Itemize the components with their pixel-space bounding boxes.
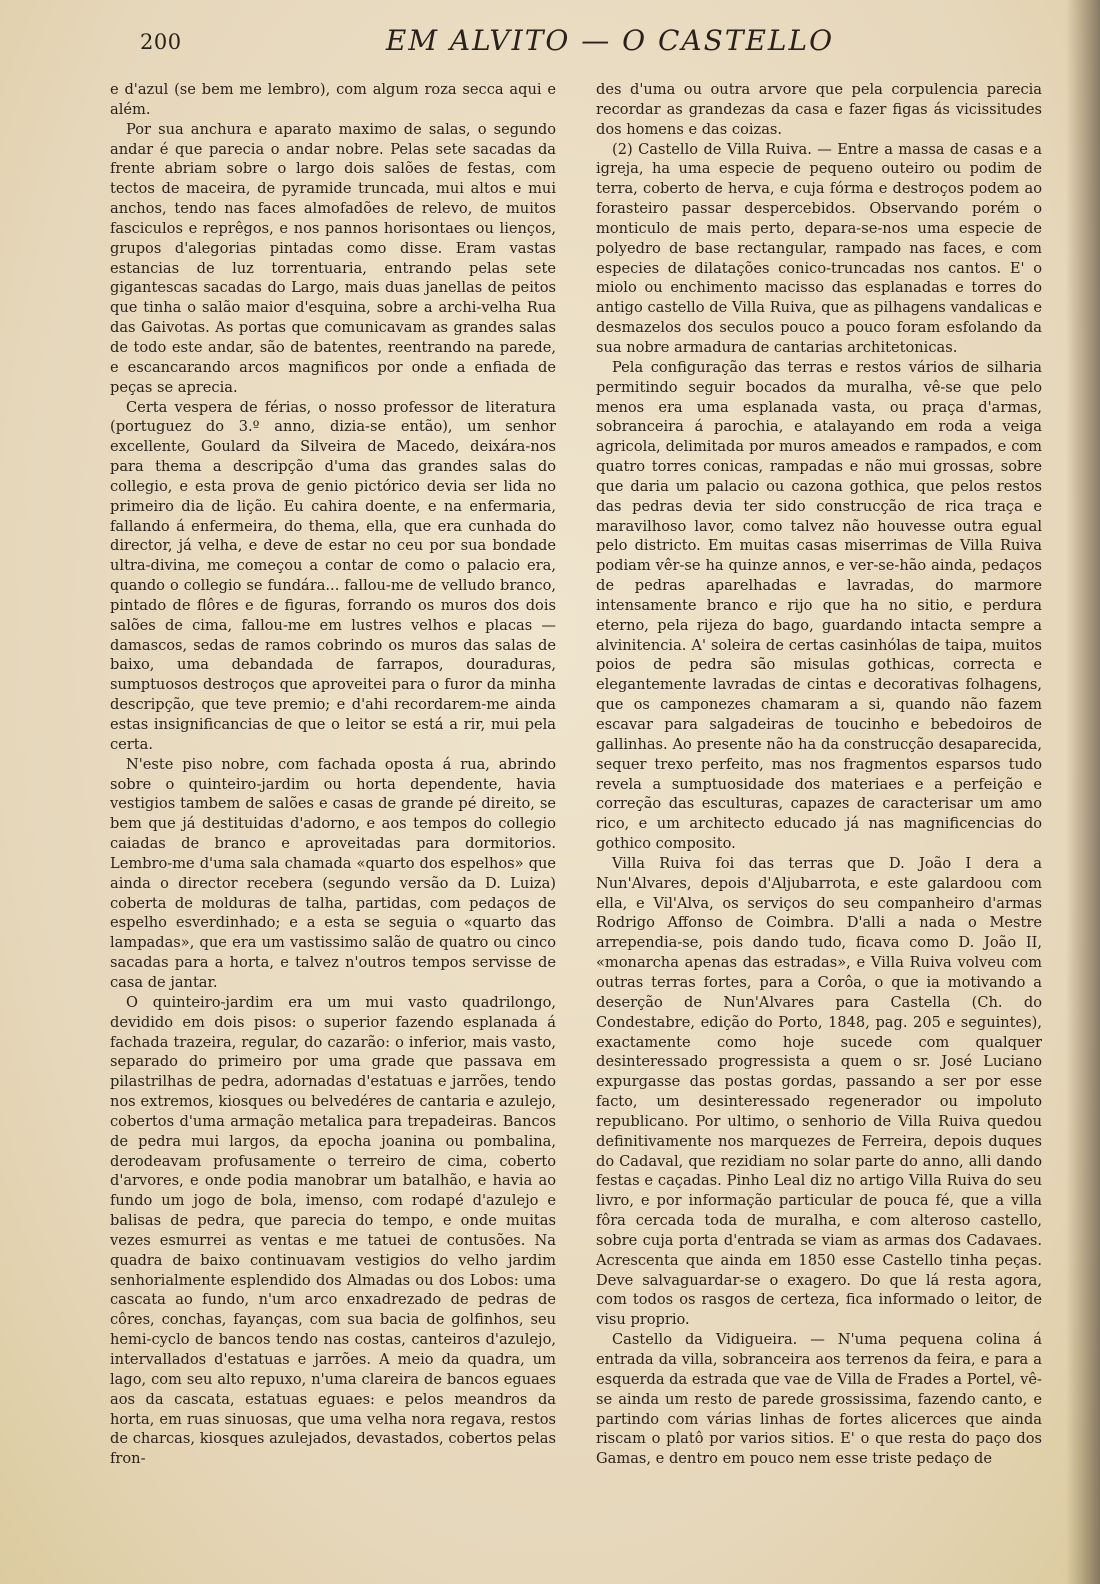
left-column: [110, 80, 556, 1469]
paragraph: e d'azul (se bem me lembro), com algum roza secca aqui e além.: [110, 81, 556, 118]
page-edge-shadow: [1066, 0, 1100, 1584]
paragraph: Por sua anchura e aparato maximo de salas, o segundo andar é que parecia o andar nobre. Pelas sete sacadas da frente abriam sobre o largo dois salões de festas, com tectos de maceira, de pyramide truncada, mui altos e mui anchos, tendo nas faces almofadões de relevo, de muitos fasciculos e reprêgos, e nos pannos horisontaes ou lienços, grupos d'alegorias pintadas como disse. Eram vastas estancias de luz torrentuaria, entrando pelas sete gigantescas sacadas do Largo, mais duas janellas de peitos que tinha o salão maior d'esquina, sobre a archi-velha Rua das Gaivotas. As portas que comunicavam as grandes salas de todo este andar, são de batentes, reentrando na parede, e escancarando arcos magnificos por onde a enfiada de peças se aprecia.: [110, 120, 556, 396]
paragraph: Pela configuração das terras e restos vários de silharia permitindo seguir bocados da muralha, vê-se que pelo menos era uma esplanada vasta, ou praça d'armas, sobranceira á parochia, e atalayando em roda a veiga agricola, delimitada por muros ameados e rampados, e com quatro torres conicas, rampadas e não mui grossas, sobre que daria um palacio ou cazona gothica, que pelos restos das pedras devia ter sido construcção de rica traça e maravilhoso lavor, como talvez não houvesse outra egual pelo districto. Em muitas casas miserrimas de Villa Ruiva podiam vêr-se ha quinze annos, e ver-se-hão ainda, pedaços de pedras aparelhadas e lavradas, do marmore intensamente branco e rijo que ha no sitio, e perdura eterno, pela rijeza do bago, guardando intacta sempre a alvinitencia. A' soleira de certas casinhólas de taipa, muitos poios de pedra são misulas gothicas, correcta e elegantemente lavradas de cintas e decorativas folhagens, que os camponezes chamaram a si, quando não fazem escavar para salgadeiras de toucinho e bebedoiros de gallinhas. Ao presente não ha da construcção desaparecida, sequer trexo perfeito, mas nos fragmentos esparsos tudo revela a sumptuosidade dos materiaes e a perfeição e correção das esculturas, capazes de caracterisar um amo rico, e um architecto educado já nas magnificencias do gothico composito.: [596, 358, 1042, 853]
right-column: [596, 80, 1042, 1469]
paragraph: (2) Castello de Villa Ruiva. — Entre a massa de casas e a igreja, ha uma especie de pequeno outeiro ou podim de terra, coberto de herva, e cuja fórma e destroços podem ao forasteiro passar despercebidos. Observando porém o monticulo de mais perto, depara-se-nos uma especie de polyedro de base rectangular, rampado nas faces, e com especies de dilatações conico-truncadas nos cantos. E' o miolo ou enchimento macisso das esplanadas e torres do antigo castello de Villa Ruiva, que as pilhagens vandalicas e desmazelos dos seculos pouco a pouco foram esfolando da sua nobre armadura de cantarias architetonicas.: [596, 140, 1042, 356]
paragraph: Castello da Vidigueira. — N'uma pequena colina á entrada da villa, sobranceira aos terrenos da feira, e para a esquerda da estrada que vae de Villa de Frades a Portel, vê-se ainda um resto de parede grossissima, fazendo canto, e partindo com várias linhas de fortes alicerces que ainda riscam o platô por varios sitios. E' o que resta do paço dos Gamas, e dentro em pouco nem esse triste pedaço de: [596, 1331, 1042, 1468]
paragraph: N'este piso nobre, com fachada oposta á rua, abrindo sobre o quinteiro-jardim ou horta dependente, havia vestigios tambem de salões e casas de grande pé direito, se bem que já destituidas d'adorno, e aos tempos do collegio caiadas de branco e aproveitadas para dormitorios. Lembro-me d'uma sala chamada «quarto dos espelhos» que ainda o director recebera (segundo versão da D. Luiza) coberta de molduras de talha, partidas, com pedaços de espelho esverdinhado; e a esta se seguia o «quarto das lampadas», que era um vastissimo salão de quatro ou cinco sacadas para a horta, e talvez n'outros tempos servisse de casa de jantar.: [110, 755, 556, 991]
paragraph: O quinteiro-jardim era um mui vasto quadrilongo, devidido em dois pisos: o superior fazendo esplanada á fachada trazeira, regular, do cazarão: o inferior, mais vasto, separado do primeiro por uma grade que passava em pilastrilhas de pedra, adornadas d'estatuas e jarrões, tendo nos extremos, kiosques ou belvedéres de cantaria e azulejo, cobertos d'uma armação metalica para trepadeiras. Bancos de pedra mui largos, da epocha joanina ou pombalina, derodeavam profusamente o terreiro de cima, coberto d'arvores, e onde podia manobrar um batalhão, e havia ao fundo um jogo de bola, imenso, com rodapé d'azulejo e balisas de pedra, que parecia do tempo, e onde muitas vezes esmurrei as ventas e me tatuei de contusões. Na quadra de baixo continuavam vestigios do velho jardim senhorialmente esplendido dos Almadas ou dos Lobos: uma cascata ao fundo, n'um arco enxadrezado de pedras de côres, conchas, fayanças, com sua bacia de golfinhos, seu hemi-cyclo de bancos tendo nas costas, canteiros d'azulejo, intervallados d'estatuas e jarrões. A meio da quadra, um lago, com seu alto repuxo, n'uma clareira de bancos eguaes aos da cascata, estatuas eguaes: e pelos meandros da horta, em ruas sinuosas, que uma velha nora regava, restos de charcas, kiosques azulejados, devastados, cobertos pelas fron-: [110, 993, 556, 1468]
page-number: 200: [140, 30, 182, 54]
paragraph: Villa Ruiva foi das terras que D. João I dera a Nun'Alvares, depois d'Aljubarrota, e este galardoou com ella, e Vil'Alva, os serviços do seu companheiro d'armas Rodrigo Affonso de Coimbra. D'alli a nada o Mestre arrependia-se, pois dando tudo, ficava como D. João II, «monarcha apenas das estradas», e Villa Ruiva volveu com outras terras fortes, para a Corôa, o que ia motivando a deserção de Nun'Alvares para Castella (Ch. do Condestabre, edição do Porto, 1848, pag. 205 e seguintes), exactamente como hoje sucede com qualquer desinteressado progressista a quem o sr. José Luciano expurgasse das postas gordas, passando a ser por esse facto, um desinteressado regenerador ou impoluto republicano. Por ultimo, o senhorio de Villa Ruiva quedou definitivamente nos marquezes de Ferreira, depois duques do Cadaval, que rezidiam no solar parte do anno, alli dando festas e caçadas. Pinho Leal diz no artigo Villa Ruiva do seu livro, e por informação particular de pouca fé, que a villa fôra cercada toda de muralha, e com alteroso castello, sobre cuja porta d'entrada se viam as armas dos Cadavaes. Acrescenta que ainda em 1850 esse Castello tinha peças. Deve salvaguardar-se o exagero. Do que lá resta agora, com todos os rasgos de certeza, fica informado o leitor, de visu proprio.: [596, 854, 1042, 1329]
paragraph: des d'uma ou outra arvore que pela corpulencia parecia recordar as grandezas da casa e fazer figas ás vicissitudes dos homens e das coizas.: [596, 81, 1042, 138]
page-header: [110, 24, 1050, 64]
running-title: EM ALVITO — O CASTELLO: [385, 24, 835, 57]
text-columns: [110, 80, 1042, 1570]
paragraph: Certa vespera de férias, o nosso professor de literatura (portuguez do 3.º anno, dizia-se então), um senhor excellente, Goulard da Silveira de Macedo, deixára-nos para thema a descripção d'uma das grandes salas do collegio, e esta prova de genio pictórico devia ser lida no primeiro dia de lição. Eu cahira doente, e na enfermaria, fallando á enfermeira, do thema, ella, que era cunhada do director, já velha, e deve de estar no ceu por sua bondade ultra-divina, me começou a contar de como o palacio era, quando o collegio se fundára... fallou-me de velludo branco, pintado de flôres e de figuras, forrando os muros dos dois salões de cima, fallou-me em lustres velhos e placas — damascos, sedas de ramos cobrindo os muros das salas de baixo, uma debandada de farrapos, douraduras, sumptuosos destroços que aproveitei para o furor da minha descripção, que teve premio; e d'ahi recordarem-me ainda estas insignificancias de que o leitor se está a rir, mui pela certa.: [110, 398, 556, 753]
